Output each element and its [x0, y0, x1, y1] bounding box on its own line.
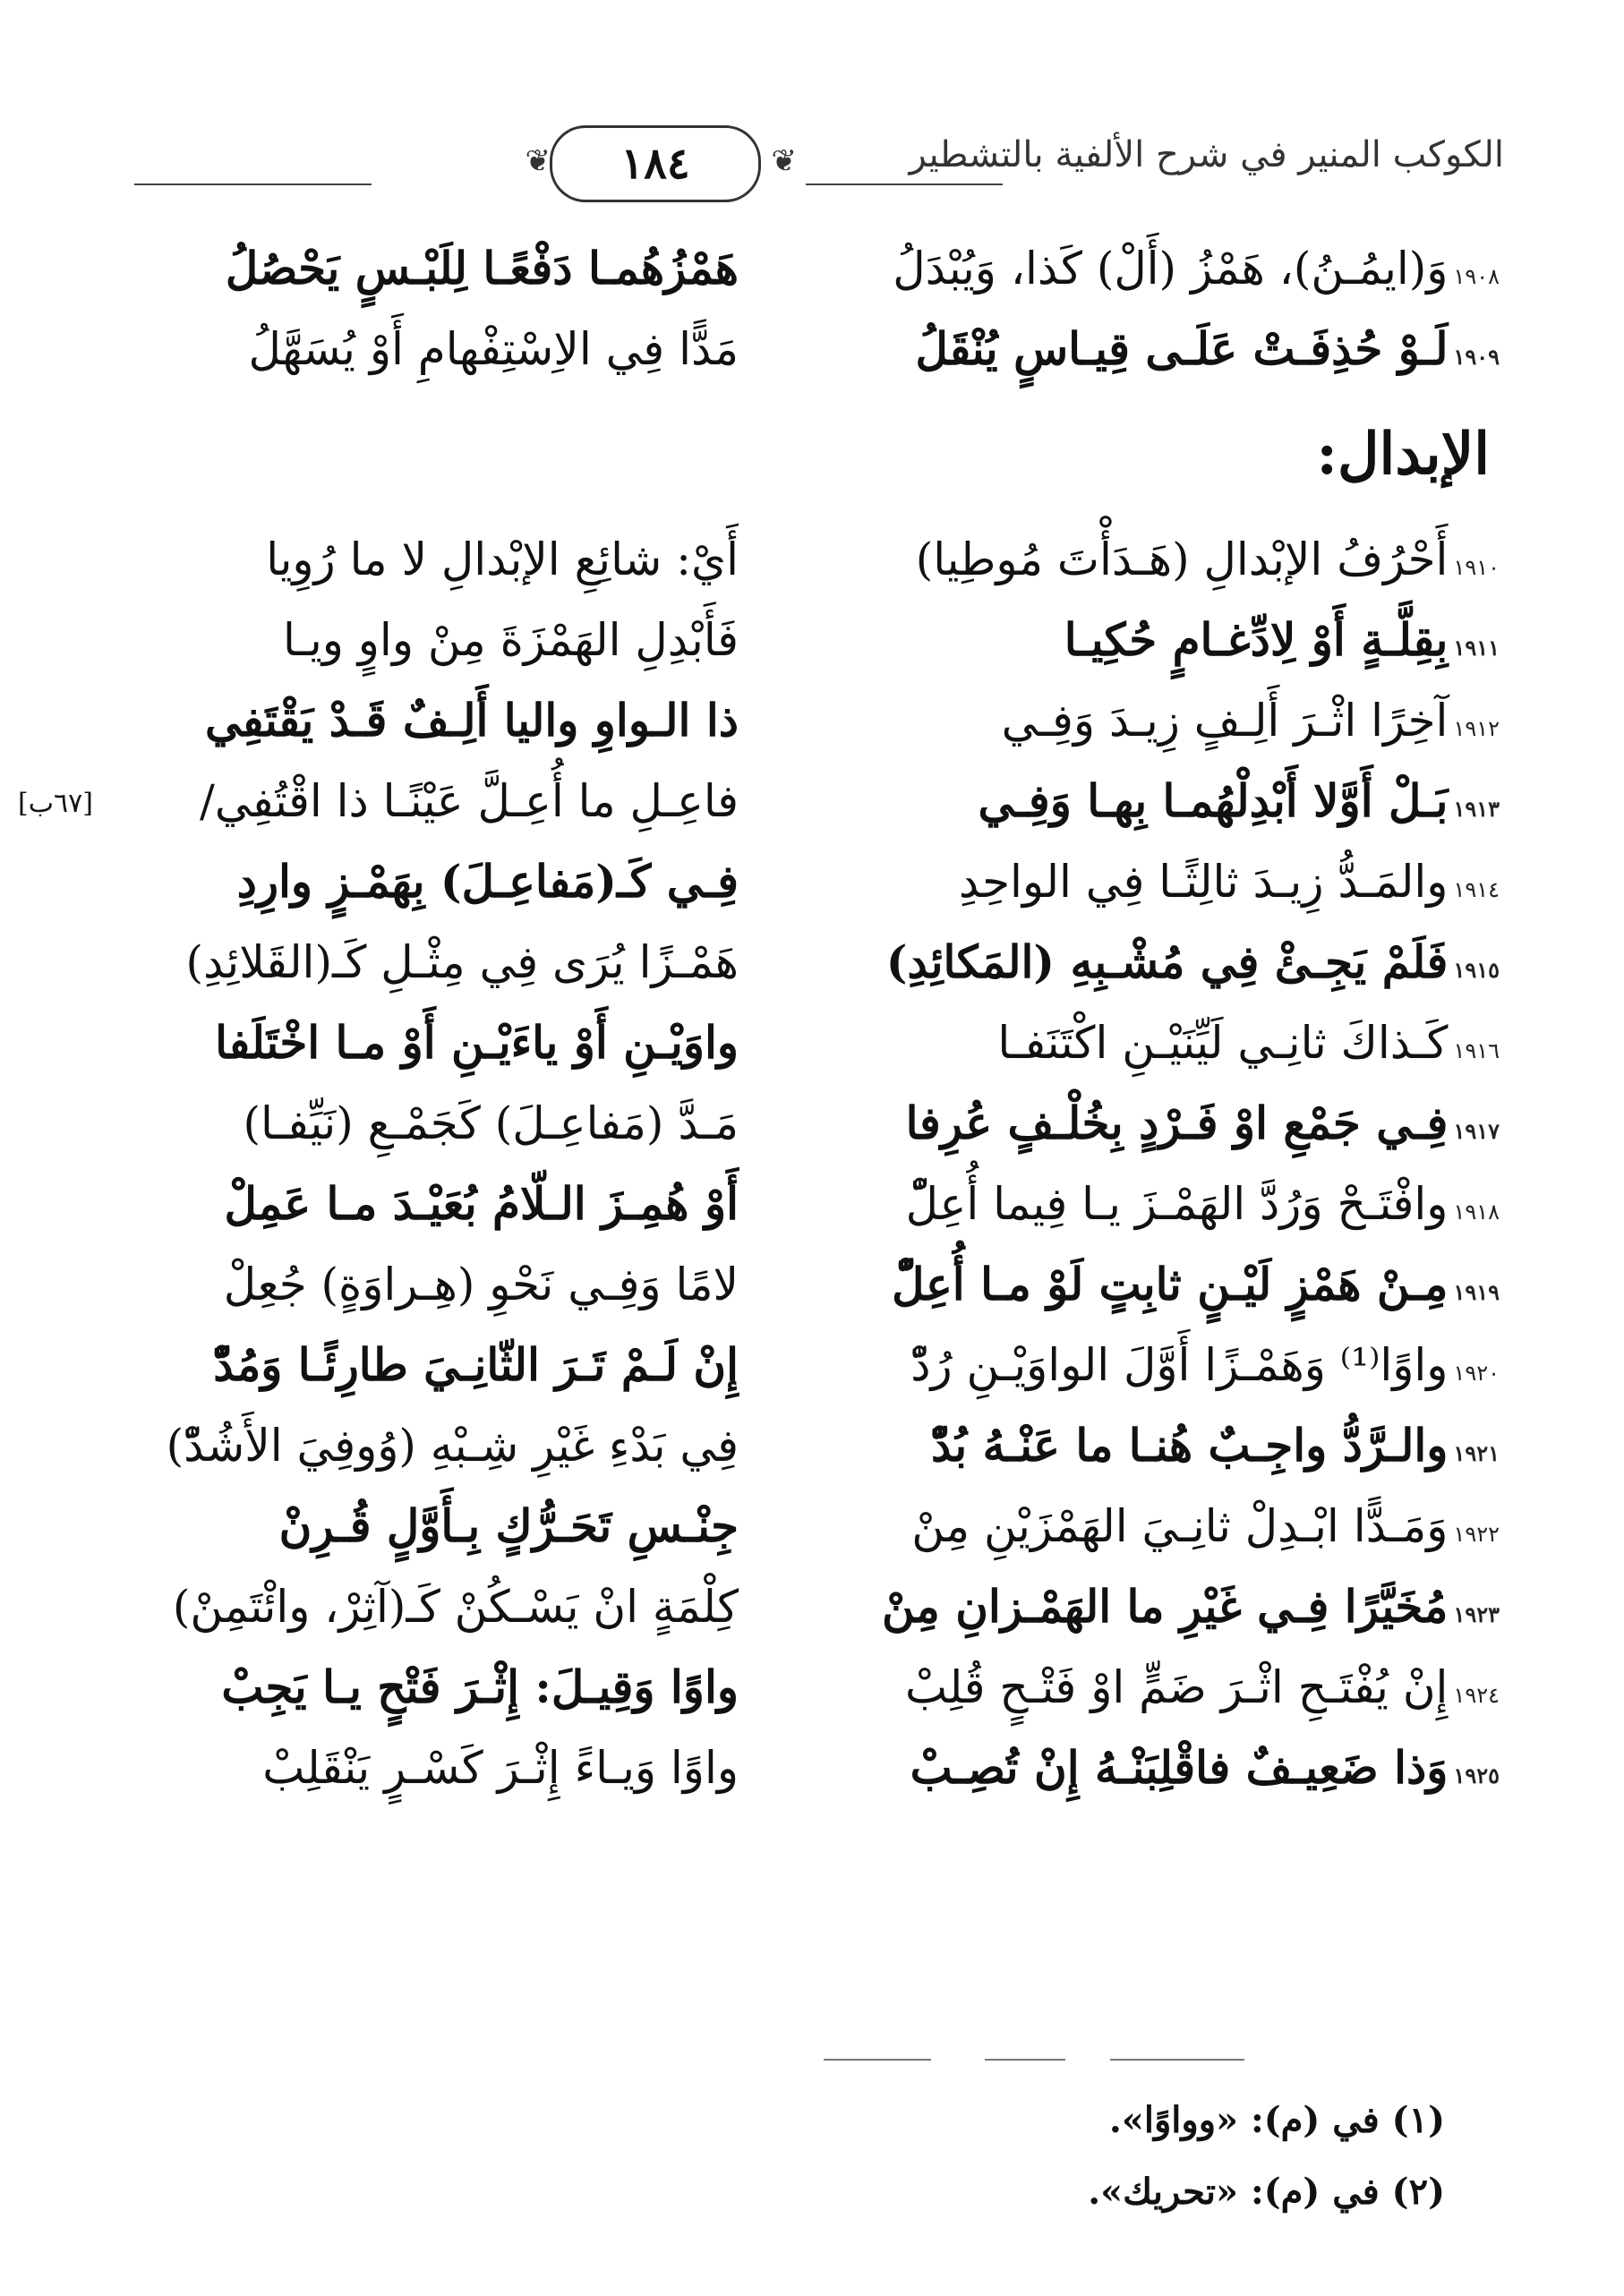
couplet [134, 1325, 1500, 1405]
hemistich-right: ١٩٢١والـرَّدُّ واجِـبٌ هُنـا ما عَنْـهُ بُدّْ [931, 1419, 1500, 1472]
hemistich-left: واوَيْـنِ أَوْ ياءَيْـنِ أَوْ مـا اخْتَلَفا [215, 1016, 739, 1069]
footnote-separator [1110, 2059, 1244, 2061]
hemistich-right: ١٩٢٠واوًا⁽¹⁾ وَهَمْـزًا أَوَّلَ الواوَيْـنِ رُدّْ [910, 1339, 1500, 1391]
hemistich-right: ١٩١٤والمَـدُّ زِيـدَ ثالِثًـا فِي الواحِدِ [958, 856, 1500, 908]
hemistich-left: هَمْـزًا يُرَى فِي مِثْـلِ كَـ(القَلائِدِ) [185, 936, 739, 988]
hemistich-right: ١٩١٣بَـلْ أَوَّلا أَبْدِلْهُمـا بِهـا وَفِـي [978, 774, 1500, 827]
header-rule-left [806, 184, 1003, 185]
hemistich-right: ١٩٢٥وَذا ضَعِيـفٌ فاقْلِبَنْـهُ إِنْ تُصِـبْ [910, 1741, 1500, 1794]
hemistich-right: ١٩١٨وافْتَـحْ وَرُدَّ الهَمْـزَ يـا فِيما أُعِلّْ [905, 1178, 1500, 1230]
hemistich-left: هَمْزُهُمـا دَفْعًـا لِلَبْـسٍ يَحْصُلُ [225, 242, 739, 294]
hemistich-left: مَدًّا فِي الاِسْتِفْهامِ أَوْ يُسَهَّلُ [248, 323, 739, 375]
couplet [134, 761, 1500, 841]
hemistich-right: ١٩٠٩لَـوْ حُذِفَـتْ عَلَـى قِيـاسٍ يُنْقَلُ [915, 322, 1500, 375]
hemistich-right: ١٩٠٨وَ(ايمُـنُ)، هَمْزُ (أَلْ) كَذا، وَيُبْدَلُ [893, 243, 1500, 294]
couplet [134, 309, 1500, 389]
hemistich-right: ١٩١٦كَـذاكَ ثانِـي لَيِّنَيْـنِ اكْتَنَفـا [997, 1017, 1500, 1069]
footnote: (٢) في (م): «تحريك». [1088, 2171, 1445, 2213]
couplet [134, 841, 1500, 922]
couplet [134, 1003, 1500, 1083]
couplet [134, 1244, 1500, 1325]
page-number: ١٨٤ [620, 139, 690, 189]
hemistich-right: ١٩٢٣مُخَيَّرًا فِـي غَيْرِ ما الهَمْـزانِ مِنْ [881, 1580, 1500, 1633]
couplet [134, 1405, 1500, 1486]
folio-marker: [٦٧ب] [18, 788, 93, 819]
hemistich-right: ١٩١٩مِـنْ هَمْزٍ لَيْـنٍ ثابِتٍ لَوْ مـا أُعِلّْ [892, 1258, 1500, 1310]
page-number-frame [550, 125, 761, 202]
hemistich-right: ١٩١٧فِـي جَمْعِ اوْ فَـرْدٍ بِخُلْـفٍ عُرِفا [905, 1097, 1500, 1149]
hemistich-left: فِي بَدْءِ غَيْرِ شِـبْهِ (وُوفِيَ الأَشُدّْ) [166, 1420, 739, 1472]
couplet [134, 228, 1500, 309]
book-title: الكوكب المنير في شرح الألفية بالتشطير [909, 134, 1504, 175]
hemistich-right: ١٩١٢آخِرًا اثْـرَ أَلِـفٍ زِيـدَ وَفِـي [1001, 695, 1500, 747]
couplet [134, 922, 1500, 1003]
couplet [134, 1566, 1500, 1647]
header-rule-right [134, 184, 372, 185]
hemistich-left: لامًا وَفِـي نَحْوِ (هِـراوَةٍ) جُعِلْ [223, 1259, 739, 1310]
hemistich-left: إِنْ لَـمْ تَـرَ الثّانِـيَ طارِئًـا وَمُدّْ [213, 1338, 739, 1391]
couplet [134, 1486, 1500, 1566]
footnote: (١) في (م): «وواوًا». [1108, 2099, 1445, 2141]
hemistich-left: ذا الـواوِ واليا أَلِـفٌ قَـدْ يَقْتَفِي [204, 694, 739, 747]
couplet [134, 1083, 1500, 1164]
footnote-separator [824, 2059, 931, 2061]
hemistich-left: فَأَبْدِلِ الهَمْزَةَ مِنْ واوٍ ويـا [282, 614, 739, 666]
hemistich-right: ١٩١٥فَلَمْ يَجِـئْ فِي مُشْـبِهِ (المَكائِدِ) [885, 935, 1500, 988]
hemistich-left: مَـدَّ (مَفاعِـلَ) كَجَمْـعِ (نَيِّفـا) [243, 1097, 739, 1149]
couplet [134, 1728, 1500, 1808]
couplet [134, 1647, 1500, 1728]
couplet [134, 680, 1500, 761]
hemistich-left: كِلْمَةٍ انْ يَسْـكُنْ كَـ(آثِرْ، وائْتَمِنْ) [172, 1581, 739, 1633]
hemistich-right: ١٩٢٢وَمَـدًّا ابْـدِلْ ثانِـيَ الهَمْزَيْنِ مِنْ [911, 1500, 1500, 1552]
ornament-icon: ❦ [525, 143, 551, 179]
hemistich-left: واوًا وَقِيـلَ: إِثْـرَ فَتْحٍ يـا يَجِبْ [221, 1660, 739, 1713]
hemistich-left: فِـي كَـ(مَفاعِـلَ) بِهَمْـزٍ وارِدِ [236, 855, 739, 908]
hemistich-left: جِنْـسِ تَحَـرُّكٍ بِـأَوَّلٍ قُـرِنْ [278, 1499, 739, 1552]
couplet [134, 600, 1500, 680]
hemistich-right: ١٩١٠أَحْرُفُ الإبْدالِ (هَـدَأْتَ مُوطِيا) [915, 533, 1500, 585]
footnote-separator [985, 2059, 1065, 2061]
ornament-icon: ❦ [771, 143, 797, 179]
hemistich-right: ١٩١١بِقِلَّـةٍ أَوْ لِادِّغـامٍ حُكِيـا [1064, 613, 1500, 666]
hemistich-left: أَوْ هُمِـزَ الـلّامُ بُعَيْـدَ مـا عَمِلْ [224, 1177, 739, 1230]
couplet [134, 519, 1500, 600]
couplet [134, 1164, 1500, 1244]
hemistich-left: واوًا وَيـاءً إِثْـرَ كَسْـرٍ يَنْقَلِبْ [262, 1742, 739, 1794]
hemistich-left: فاعِـلِ ما أُعِـلَّ عَيْنًـا ذا اقْتُفِي/ [200, 775, 739, 827]
hemistich-right: ١٩٢٤إِنْ يُفْتَـحِ اثْـرَ ضَمٍّ اوْ فَتْـحٍ قُلِبْ [904, 1661, 1500, 1713]
hemistich-left: أَيْ: شائِعِ الإبْدالِ لا ما رُوِيا [266, 533, 739, 585]
page-header [134, 107, 1504, 215]
section-title: الإبدال: [1316, 421, 1490, 488]
